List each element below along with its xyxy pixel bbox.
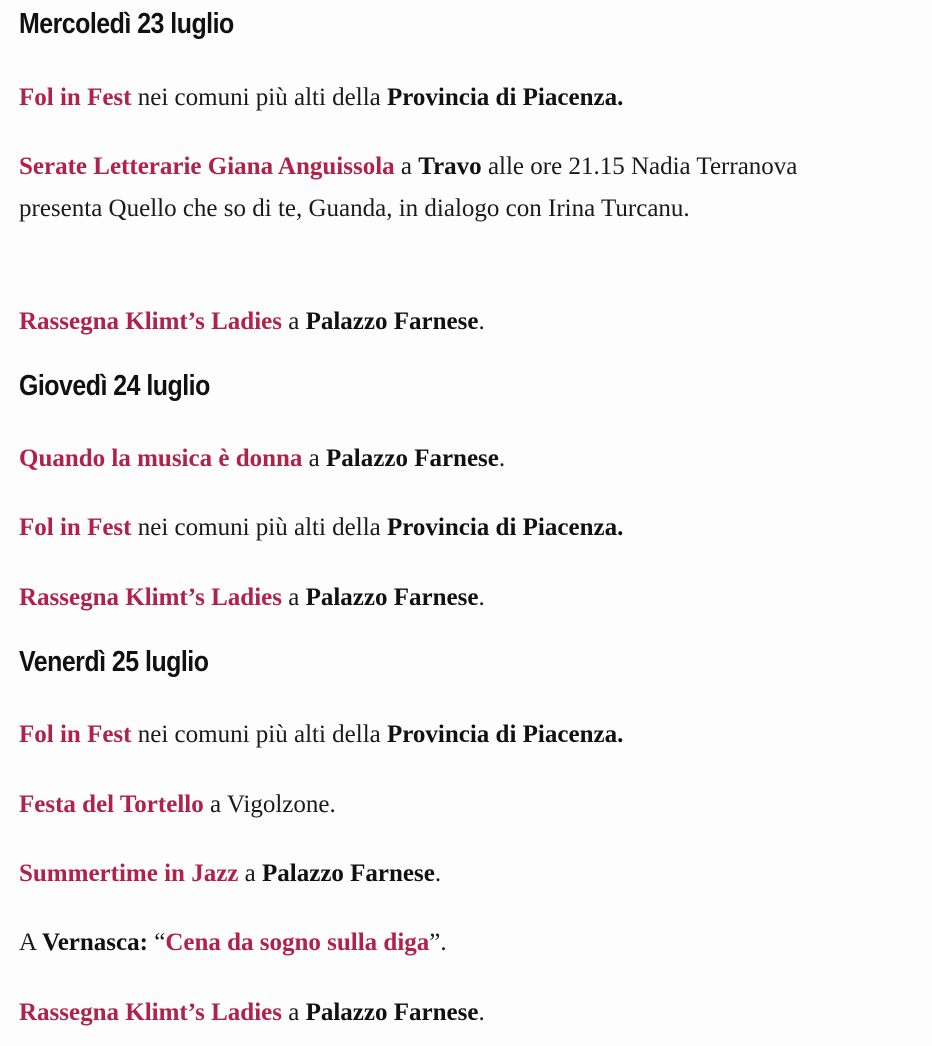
event-text: . [478,999,485,1026]
event-text: a [238,860,262,887]
event-link-serate-letterarie[interactable]: Serate Letterarie Giana Anguissola [19,153,395,180]
day-heading-friday: Venerdì 25 luglio [19,646,209,678]
event-text: “ [147,929,166,956]
event-link-quando-la-musica[interactable]: Quando la musica è donna [19,445,303,472]
event-link-festa-del-tortello[interactable]: Festa del Tortello [19,791,204,818]
event-link-klimts-ladies[interactable]: Rassegna Klimt’s Ladies [19,999,282,1026]
event-item [19,922,447,964]
event-item [19,577,485,619]
event-item [19,301,485,343]
event-text: a [281,308,306,335]
event-text: . [478,308,485,335]
event-text: . [498,445,506,472]
event-text: nei comuni più alti della [131,721,387,748]
event-place: Palazzo Farnese [305,999,479,1026]
event-item [19,784,336,826]
event-place: Palazzo Farnese [262,860,435,887]
event-item [19,992,485,1034]
event-place: Provincia di Piacenza. [387,514,624,541]
event-link-fol-in-fest[interactable]: Fol in Fest [19,514,132,541]
event-item [19,714,623,756]
event-item [19,146,849,230]
event-item [19,507,623,549]
event-text: A [19,929,42,956]
event-place: Provincia di Piacenza. [387,84,624,111]
event-link-summertime-in-jazz[interactable]: Summertime in Jazz [19,860,239,887]
event-place: Vernasca: [41,929,148,956]
event-link-fol-in-fest[interactable]: Fol in Fest [19,721,132,748]
event-description: alle ore 21.15 Nadia Terranova presenta Quello che so di te, Guanda, in dialogo con Irina Turcanu. [19,153,798,222]
event-place: Palazzo Farnese [326,445,499,472]
event-text: . [434,860,442,887]
event-place: Palazzo Farnese [305,308,479,335]
event-text: nei comuni più alti della [131,84,387,111]
event-item [19,77,623,119]
event-text: ”. [429,929,447,956]
day-heading-thursday: Giovedì 24 luglio [19,370,210,402]
event-text: a Vigolzone. [203,791,336,818]
event-link-klimts-ladies[interactable]: Rassegna Klimt’s Ladies [19,584,282,611]
event-item [19,438,505,480]
event-link-klimts-ladies[interactable]: Rassegna Klimt’s Ladies [19,308,282,335]
event-link-cena-da-sogno[interactable]: Cena da sogno sulla diga [165,929,430,956]
day-heading-wednesday: Mercoledì 23 luglio [19,8,234,40]
event-text: a [281,999,306,1026]
event-link-fol-in-fest[interactable]: Fol in Fest [19,84,132,111]
event-text: a [394,153,419,180]
event-text: . [478,584,485,611]
event-text: a [281,584,306,611]
event-place: Provincia di Piacenza. [387,721,624,748]
event-text: a [302,445,327,472]
event-place: Palazzo Farnese [305,584,479,611]
event-place: Travo [418,153,482,180]
event-text: nei comuni più alti della [131,514,387,541]
event-item [19,853,441,895]
